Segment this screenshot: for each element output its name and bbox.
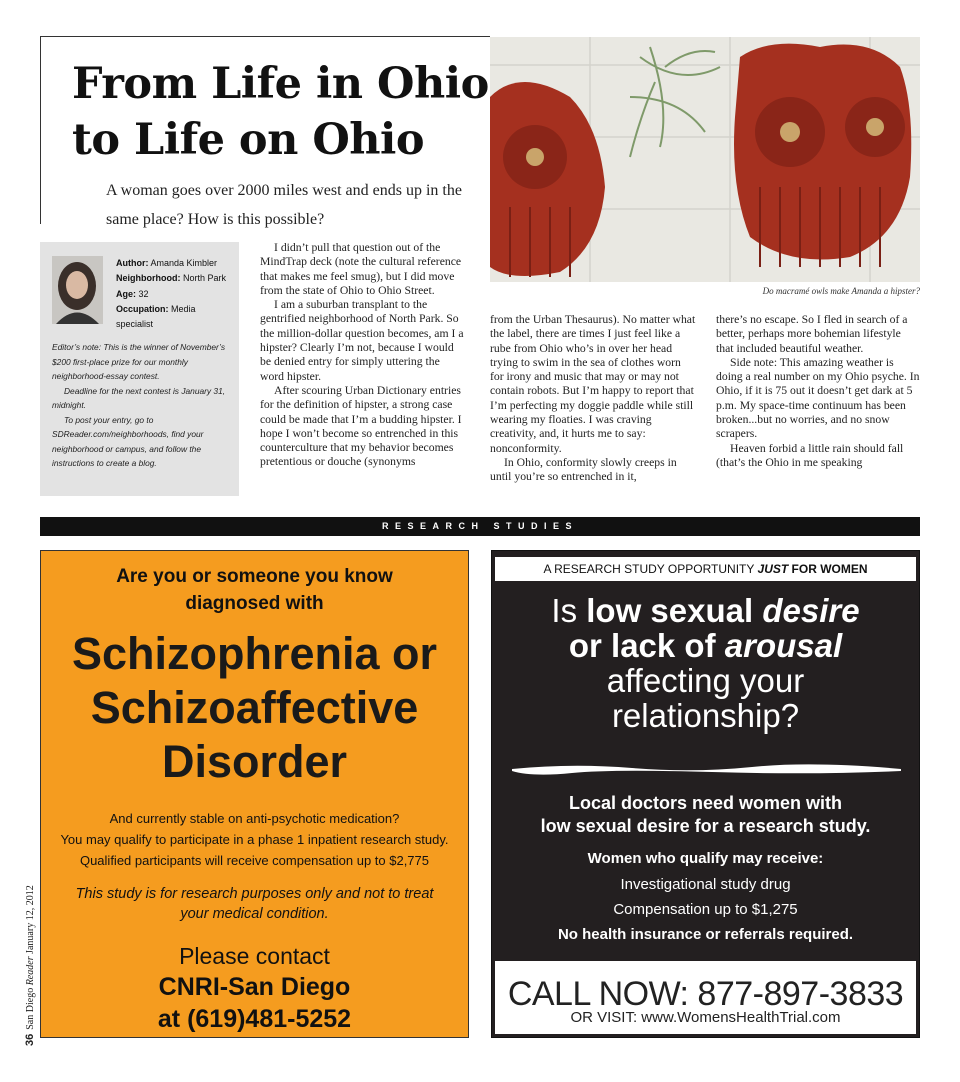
ad-headline-line: Disorder xyxy=(161,736,348,787)
publication-name: Reader xyxy=(25,956,36,986)
publication-prefix: San Diego xyxy=(25,985,36,1030)
ad-disclaimer xyxy=(41,884,468,924)
ad-local-line: Local doctors need women with xyxy=(568,793,843,813)
ad-contact xyxy=(41,971,468,1035)
author-bio xyxy=(116,256,234,332)
editors-note xyxy=(52,340,234,471)
paragraph: from the Urban Thesaurus). No matter what the label, there are times I just feel like a rube from Ohio who’s in over her head trying to swim in the sea of clothes worn for irony and music that may or may not contain robots. But I’m happy to report that I’m perfecting my doggie paddle while still wearing my floaties. I was craving creativity, and, it hurts me to say: nonconformity. xyxy=(490,313,696,455)
ad-org-name: CNRI-San Diego xyxy=(158,973,351,1001)
article-left-rule xyxy=(40,36,41,224)
ad-question-line: Are you or someone you know xyxy=(116,566,393,587)
ad-headline-line: Schizoaffective xyxy=(90,682,419,733)
page-folio xyxy=(24,885,36,1046)
macrame-owls-image xyxy=(490,37,920,282)
ad-headline xyxy=(492,593,919,733)
ad-headline xyxy=(41,627,468,789)
paragraph: In Ohio, conformity slowly creeps in until you’re so entrenched in it, xyxy=(490,455,677,484)
paragraph: Heaven forbid a little rain should fall (that’s the Ohio in me speaking xyxy=(716,441,904,469)
bio-occupation-row xyxy=(116,302,234,333)
ad-call-box xyxy=(495,961,916,1034)
ad-benefits-list xyxy=(492,872,919,947)
bio-age-row xyxy=(116,287,234,302)
list-item: No health insurance or referrals required. xyxy=(557,926,854,943)
headline-line-1: From Life in Ohio xyxy=(72,59,489,109)
ad-phone: at (619)481-5252 xyxy=(157,1005,352,1033)
article-column-3 xyxy=(716,313,920,470)
headline-line-2: to Life on Ohio xyxy=(72,115,425,165)
ad-body-line: Qualified participants will receive compensation up to $2,775 xyxy=(79,853,430,868)
contest-deadline: Deadline for the next contest is January 31, midnight. xyxy=(52,385,226,410)
author-value: Amanda Kimbler xyxy=(150,258,218,268)
ad-disclaimer-line: your medical condition. xyxy=(180,906,329,922)
section-band: RESEARCH STUDIES xyxy=(40,517,920,536)
womens-health-study-ad xyxy=(491,550,920,1038)
ad-headline-line: Schizophrenia or xyxy=(71,628,438,679)
list-item: Compensation up to $1,275 xyxy=(613,901,798,918)
list-item: Investigational study drug xyxy=(620,876,791,893)
ad-headline-line: relationship? xyxy=(611,697,800,734)
ad-body-line: You may qualify to participate in a phase 1 inpatient research study. xyxy=(60,832,449,847)
strip-emphasis: JUST xyxy=(757,562,789,576)
ad-local-doctors xyxy=(492,792,919,838)
headline-word: or lack of xyxy=(568,627,725,664)
bio-neighborhood-row xyxy=(116,271,234,286)
ad-contact-label: Please contact xyxy=(179,943,330,969)
occupation-label: Occupation: xyxy=(116,303,169,314)
article-column-2 xyxy=(490,313,696,485)
page-number: 36 xyxy=(24,1033,36,1046)
author-label: Author: xyxy=(116,258,149,268)
ad-question xyxy=(41,563,468,617)
paragraph: there’s no escape. So I fled in search of a better, perhaps more bohemian lifestyle that included beautiful weather. xyxy=(716,313,908,355)
ad-headline-line xyxy=(492,628,919,663)
ad-body-line: And currently stable on anti-psychotic medication? xyxy=(109,811,400,826)
ad-disclaimer-line: This study is for research purposes only and not to treat xyxy=(75,886,434,902)
article-deck: A woman goes over 2000 miles west and ends up in the same place? How is this possible? xyxy=(106,182,462,228)
ad-qualify-heading: Women who qualify may receive: xyxy=(587,850,824,867)
issue-date: January 12, 2012 xyxy=(25,885,36,957)
ad-headline-line: affecting your xyxy=(606,662,805,699)
headline-word: Is xyxy=(551,592,587,629)
strip-text: A RESEARCH STUDY OPPORTUNITY xyxy=(543,562,758,576)
paragraph: I didn’t pull that question out of the MindTrap deck (note the cultural reference that makes me feel smug), but I did move from the state of Ohio to Ohio Street. xyxy=(260,241,462,297)
headline-word: arousal xyxy=(724,627,843,664)
photo-caption: Do macramé owls make Amanda a hipster? xyxy=(762,286,920,296)
article-column-1 xyxy=(260,241,466,470)
paragraph: I am a suburban transplant to the gentrified neighborhood of North Park. So the million-dollar question becomes, am I a hipster? Clearly I’m not, because I would be denied entry for simply uttering the word hipster. xyxy=(260,298,464,383)
article-headline xyxy=(72,56,492,168)
author-portrait-image xyxy=(52,256,103,324)
headline-word: desire xyxy=(762,592,860,629)
ad-body xyxy=(41,808,468,871)
occupation-value: Media specialist xyxy=(116,303,196,330)
schizophrenia-study-ad xyxy=(40,550,469,1038)
paragraph: Side note: This amazing weather is doing a real number on my Ohio psyche. In Ohio, if it is 75 out it doesn’t get dark at 5 p.m. My space-time continuum has been broken...but no worries, and no snow scrapers. xyxy=(716,355,920,441)
ad-website: OR VISIT: www.WomensHealthTrial.com xyxy=(570,1009,841,1026)
strip-text-bold: FOR WOMEN xyxy=(788,562,868,576)
macrame-owls-photo xyxy=(490,37,920,282)
ad-local-line: low sexual desire for a research study. xyxy=(540,816,871,836)
paragraph: After scouring Urban Dictionary entries for the definition of hipster, a strong case could be made that I’m a budding hipster. I hope I won’t become so entrenched in this counterculture that my behavior becomes pretentious or douche (synonyms xyxy=(260,383,462,469)
brush-stroke-divider xyxy=(512,761,901,777)
neighborhood-label: Neighborhood: xyxy=(116,273,181,284)
bio-author-row xyxy=(116,256,234,271)
contest-instructions: To post your entry, go to SDReader.com/neighborhoods, find your neighborhood or campus, and follow the instructions to create a blog. xyxy=(52,414,204,468)
ad-headline-line xyxy=(492,593,919,628)
ad-question-line: diagnosed with xyxy=(185,593,324,614)
headline-word: low sexual xyxy=(586,592,763,629)
ad-call-number: CALL NOW: 877-897-3833 xyxy=(507,975,904,1013)
article-top-rule xyxy=(40,36,490,37)
ad-top-strip xyxy=(495,557,916,581)
author-photo xyxy=(52,256,103,324)
age-value: 32 xyxy=(138,288,149,299)
neighborhood-value: North Park xyxy=(183,273,227,284)
editors-note-paragraph: Editor’s note: This is the winner of November’s $200 first-place prize for our monthly neighborhood-essay contest. xyxy=(52,342,226,381)
age-label: Age: xyxy=(116,288,136,299)
